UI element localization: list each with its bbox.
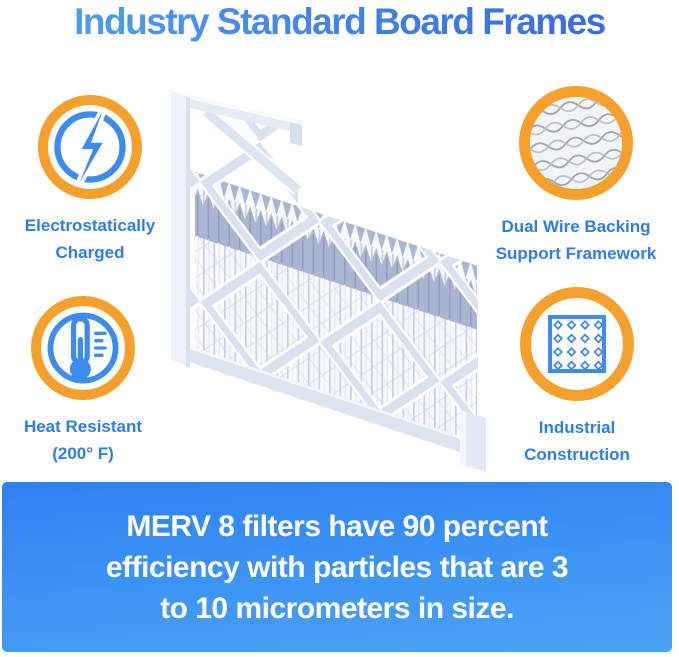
feature-label-group: [4, 413, 162, 467]
feature-label-line: (200° F): [52, 444, 114, 463]
feature-heat-resistant: [4, 296, 162, 467]
banner-line: to 10 micrometers in size.: [160, 592, 514, 625]
feature-label-line: Support Framework: [495, 244, 657, 263]
feature-label-line: Construction: [524, 445, 630, 464]
lightning-bolt-icon: [38, 95, 142, 199]
feature-label-line: Heat Resistant: [23, 417, 143, 436]
page-title: Industry Standard Board Frames: [0, 0, 679, 44]
air-filter-illustration: [140, 60, 540, 480]
feature-label-line: Industrial: [538, 418, 616, 437]
feature-label-line: Charged: [55, 243, 125, 262]
banner-line: MERV 8 filters have 90 percent: [126, 510, 548, 543]
thermometer-icon: [31, 296, 135, 400]
banner-line: efficiency with particles that are 3: [105, 551, 569, 584]
feature-label-line: Dual Wire Backing: [501, 217, 651, 236]
feature-label-line: Electrostatically: [24, 216, 156, 235]
merv-info-banner: [2, 482, 672, 652]
